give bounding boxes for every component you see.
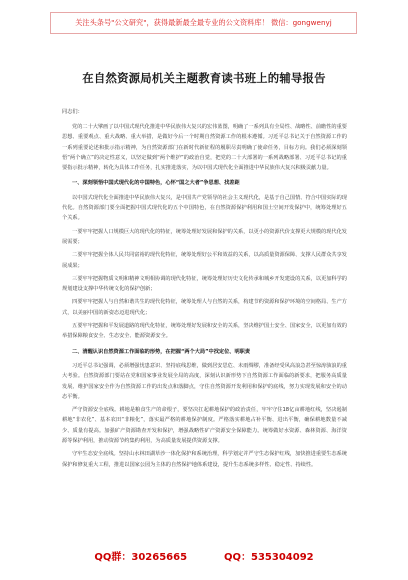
section-heading: 一、深刻领悟中国式现代化的中国特色，心怀“国之大者”争思想、找差距 bbox=[72, 180, 240, 187]
body-paragraph: 四要牢牢把握人与自然和谐共生的现代化特征，统筹处理人与自然的关系，构建节约资源和保护环境的空间格局、生产方式，以美丽中国的新姿态迈进现代化； bbox=[62, 299, 347, 316]
body-paragraph: 党的二十大擘画了以中国式现代化推进中华民族伟大复兴的宏伟蓝图，明确了一系列具有全局性、战略性、前瞻性的重要思想、重要观点、重大战略、重大举措，是做好今后一个时期自然资源工作的根本遵循。习近平总书记关于自然资源工作的一系列重要论述和批示指示精神，为自然资源部门在新时代新征程的履职尽责明确了使命任务，目标方向。我们必须深刻领悟“两个确立”的决定性意义，以坚定做到“两个维护”的政治自觉，把党的二十大部署的一系列战略部署、习近平总书记的重要指示批示精神，转化为具体工作任务，扎实推进落实，为以中国式现代化全面推进中华民族伟大复兴积极贡献力量。 bbox=[62, 124, 347, 172]
qq-group-number: QQ群：30265665 bbox=[94, 552, 188, 563]
body-paragraph: 三要牢牢把握物质文明和精神文明相协调的现代化特征，统筹处理好历史文化传承和城乡开发建设的关系，以更加科学的规划建设支撑中华传统文化的保护创新； bbox=[62, 275, 347, 293]
body-paragraph: 守牢生态安全底线。坚持山水林田湖草沙一体化保护和系统治理，科学划定并严守生态保护红线，加快推进重要生态系统保护和修复重大工程，推进以国家公园为主体的自然保护地体系建设，提升生态系统多样性、稳定性、持续性。 bbox=[62, 451, 347, 468]
qq-contact-number: QQ：535304092 bbox=[224, 552, 314, 563]
body-paragraph: 五要牢牢把握和平发展道路的现代化特征，统筹处理好发展和安全的关系，坚决维护国土安全、国家安全，以更加有效的举措保障粮食安全、生态安全、能源资源安全。 bbox=[62, 323, 347, 340]
body-paragraph: 以中国式现代化全面推进中华民族伟大复兴，是中国共产党领导的社会主义现代化，是基于自己国情、符合中国实际的现代化。自然资源部门要全面把握中国式现代化的五个中国特色，在自然资源保护利用和国土空间开发保护中，统筹处理好五个关系。 bbox=[62, 194, 347, 222]
promo-banner-text: 关注头条号"公文研究"，获得最新最全最专业的公文资料库！ 微信：gongwenyj bbox=[75, 18, 332, 27]
contact-footer bbox=[0, 548, 408, 563]
body-paragraph: 严守资源安全底线。耕地是粮食生产的命根子，要坚决扛起耕地保护的政治责任，牢牢守住18亿亩耕地红线，坚决遏制耕地“非农化”、基本农田“非粮化”，落实最严格的耕地保护制度。严格落实耕地占补平衡、进出平衡，确保耕地数量不减少、质量有提高。加强矿产资源勘查开发和保护，增强战略性矿产资源安全保障能力。统筹做好水资源、森林资源、海洋资源等保护利用，推动资源节约集约利用，为高质量发展提供资源支撑。 bbox=[62, 407, 347, 445]
document-title: 在自然资源局机关主题教育读书班上的辅导报告 bbox=[82, 71, 326, 85]
promo-banner[interactable] bbox=[50, 12, 357, 34]
body-paragraph: 二要牢牢把握全体人民共同富裕的现代化特征，统筹处理好公平和效益的关系，以高质量资源保障、支撑人民群众共享发展成果； bbox=[62, 252, 347, 269]
document-body bbox=[62, 122, 347, 473]
salutation: 同志们： bbox=[62, 109, 83, 115]
body-paragraph: 一要牢牢把握人口规模巨大的现代化的特征，统筹处理好发展和保护的关系，以更小的资源代价支撑更大规模的现代化发展需要； bbox=[62, 228, 347, 245]
section-heading: 二、清醒认识自然资源工作面临的形势，在把握“两个大局”中找定位、明职责 bbox=[72, 348, 251, 355]
body-paragraph: 习近平总书记强调，必须增强忧患意识、坚持底线思维，做到居安思危、未雨绸缪，准备经受风高浪急甚至惊涛骇浪的重大考验。自然资源部门要站在党和国家事业发展全局的高度，深刻认识新形势下自然资源工作面临的新要求，把服务高质量发展、维护国家安全作为自然资源工作的出发点和落脚点，守住自然资源开发利用和保护的底线，努力实现发展和安全的动态平衡。 bbox=[62, 362, 347, 400]
